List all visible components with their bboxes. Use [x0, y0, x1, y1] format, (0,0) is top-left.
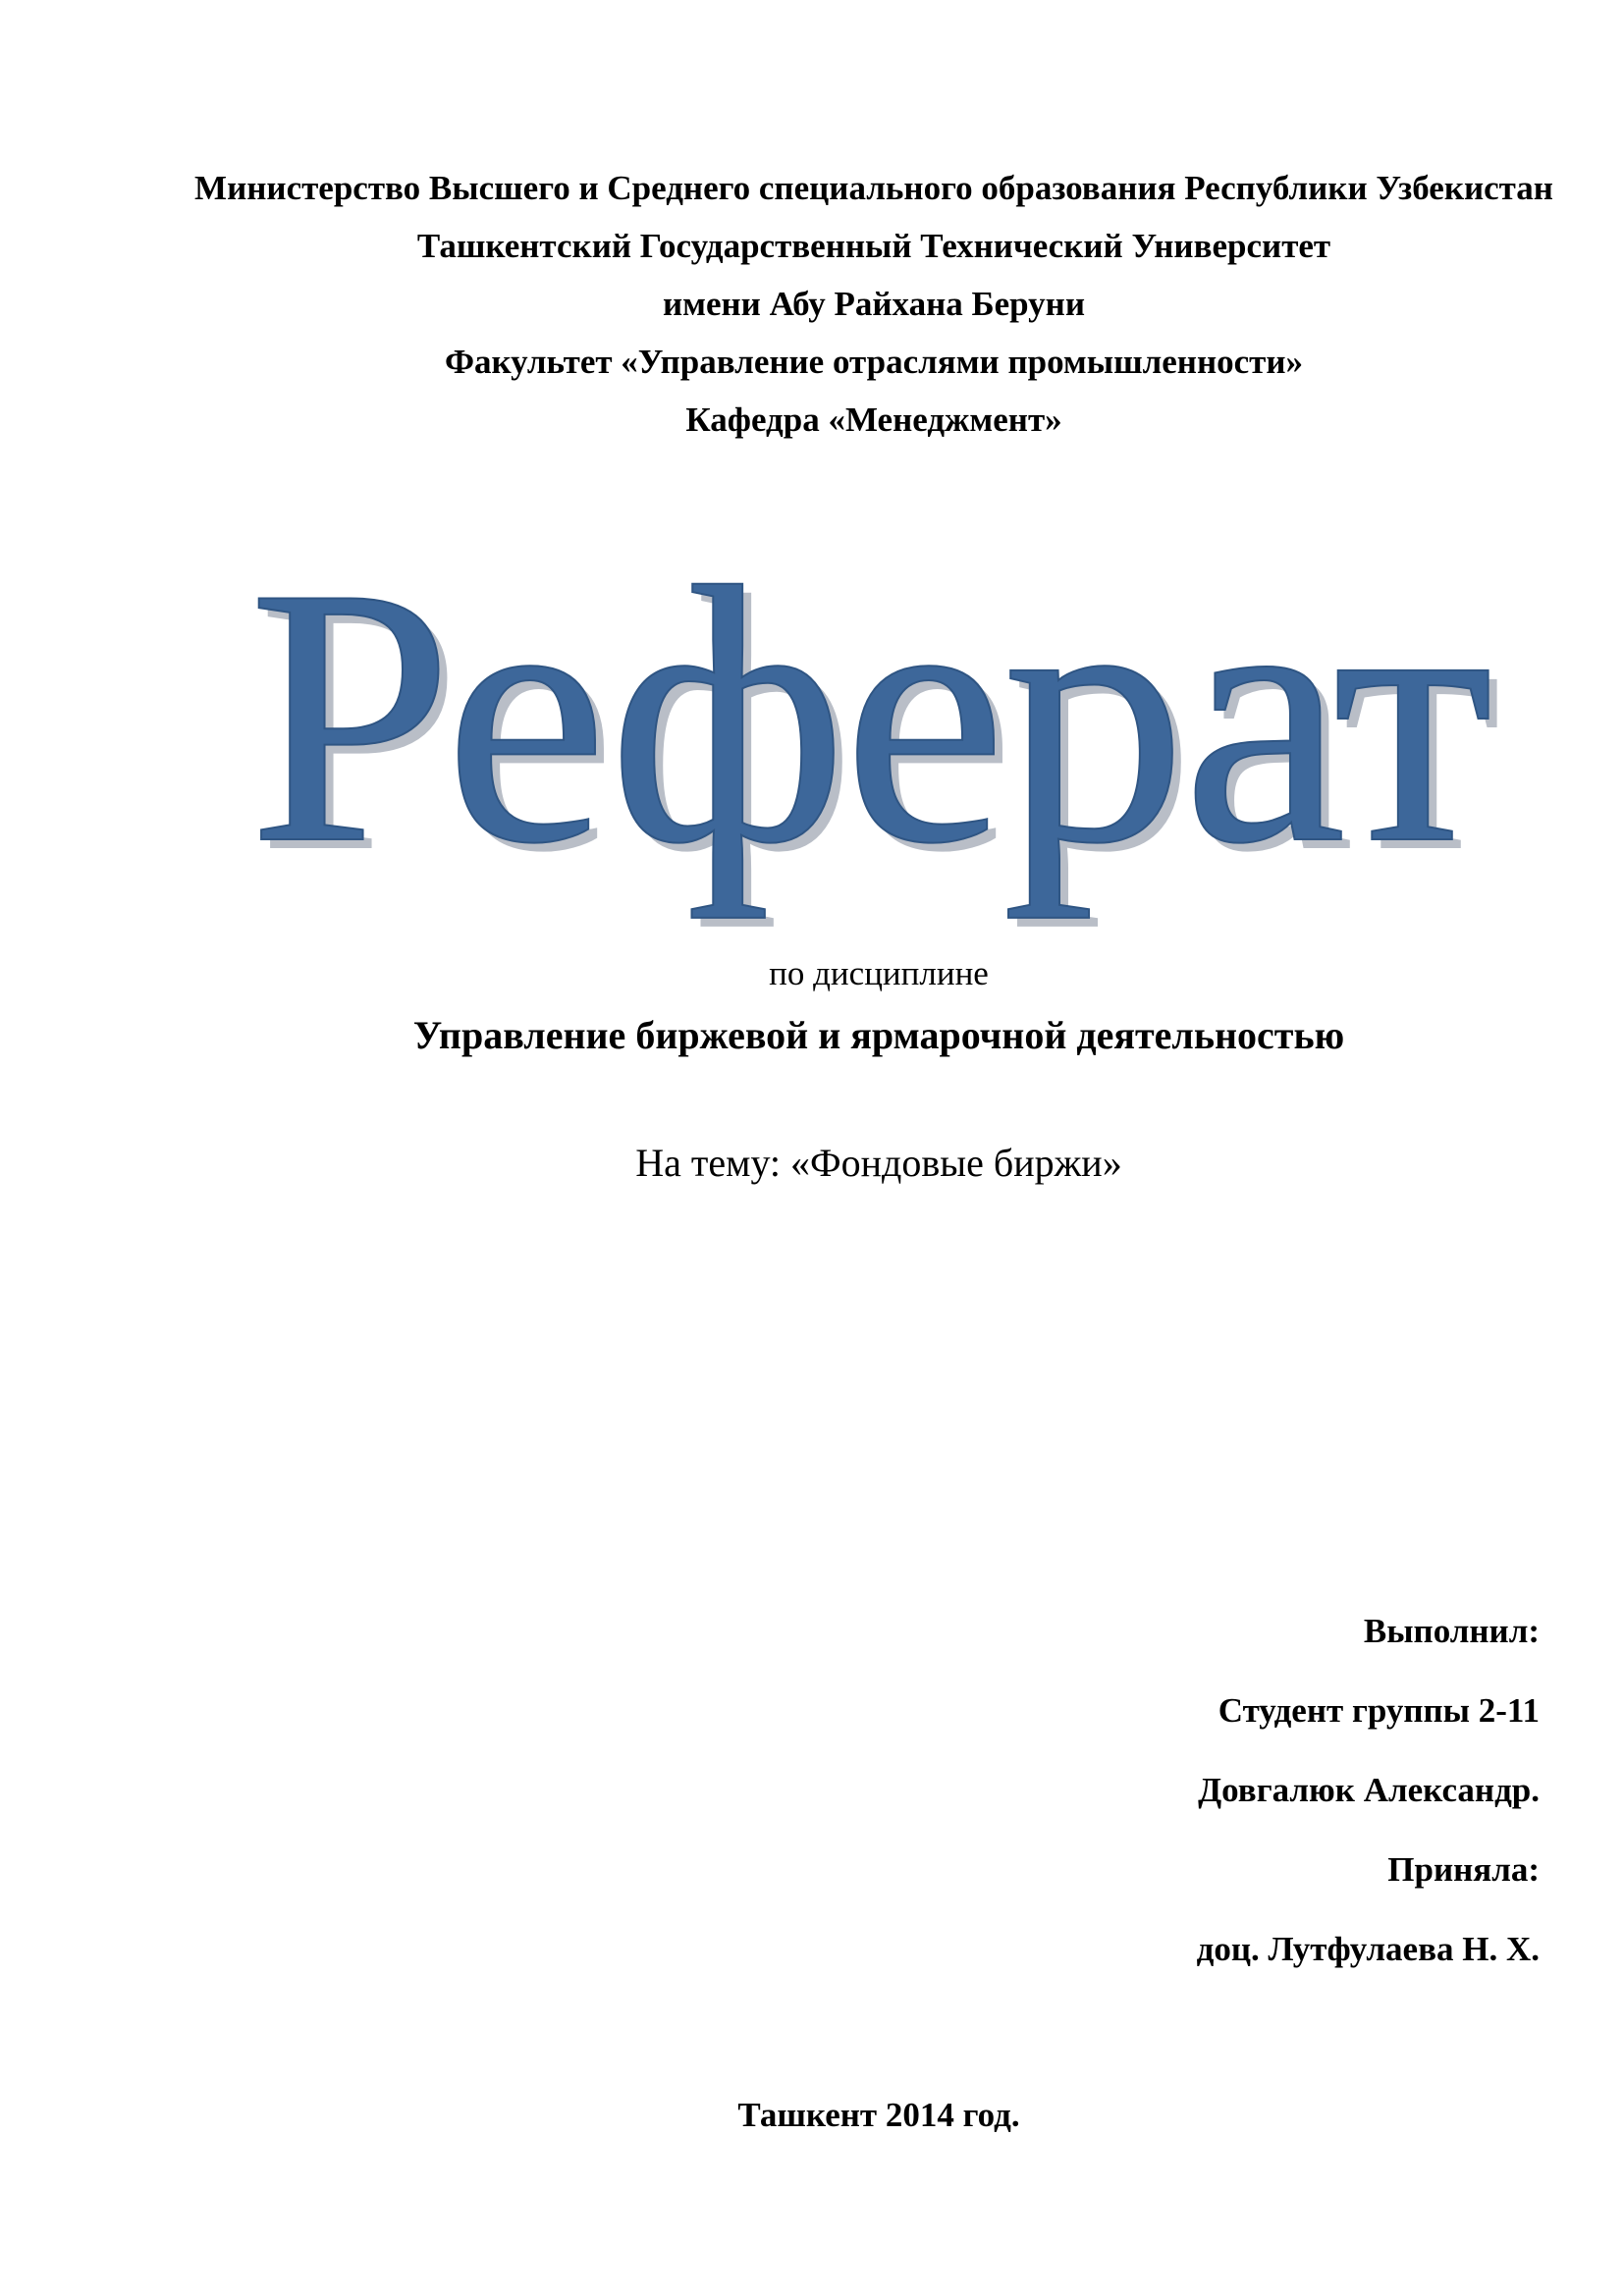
university-name: Ташкентский Государственный Технический Университет: [416, 227, 1331, 265]
document-title-block: [211, 501, 1527, 962]
discipline-name: Управление биржевой и ярмарочной деятельностью: [412, 1013, 1345, 1057]
topic-line: На тему: «Фондовые биржи»: [635, 1141, 1122, 1185]
city-year-footer: Ташкент 2014 год.: [737, 2096, 1020, 2134]
ministry-name: Министерство Высшего и Среднего специального образования Республики Узбекистан: [194, 169, 1553, 207]
teacher-name: доц. Лутфулаева Н. Х.: [1196, 1930, 1540, 1968]
accepted-by-label: Приняла:: [1387, 1850, 1540, 1889]
student-group: Студент группы 2-11: [1218, 1691, 1540, 1730]
title-page-header: [177, 167, 1571, 442]
document-title: Реферат: [247, 512, 1490, 920]
university-named-after: имени Абу Райхана Беруни: [662, 285, 1086, 323]
discipline-label: по дисциплине: [769, 954, 989, 992]
performed-by-label: Выполнил:: [1363, 1612, 1540, 1650]
signature-block: [1197, 1610, 1540, 2007]
student-name: Довгалюк Александр.: [1198, 1771, 1540, 1809]
faculty-name: Факультет «Управление отраслями промышленности»: [444, 343, 1304, 381]
department-name: Кафедра «Менеджмент»: [685, 400, 1062, 439]
